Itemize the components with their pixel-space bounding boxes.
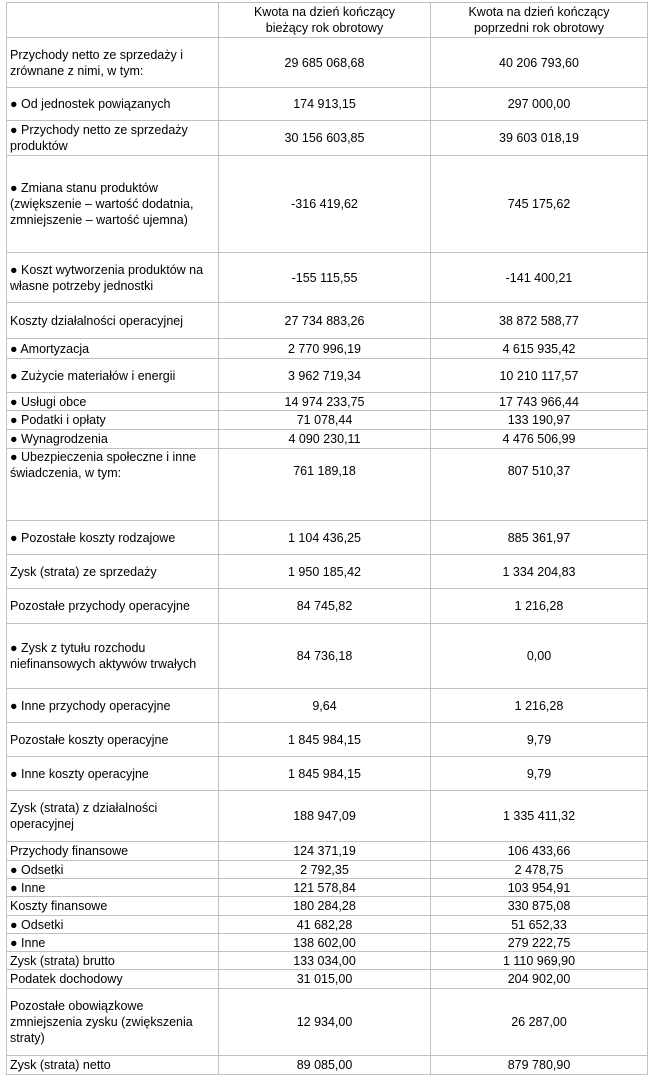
row-previous-value: 26 287,00 [431,989,648,1056]
row-label: ● Koszt wytworzenia produktów na własne potrzeby jednostki [7,253,219,303]
row-previous-value: 9,79 [431,723,648,757]
row-current-value: 180 284,28 [219,897,431,916]
row-current-value: 133 034,00 [219,952,431,970]
row-current-value: 2 792,35 [219,861,431,879]
row-previous-value: 279 222,75 [431,934,648,952]
row-current-value: 30 156 603,85 [219,121,431,156]
row-current-value: 84 736,18 [219,624,431,689]
row-current-value: 138 602,00 [219,934,431,952]
table-row [7,589,648,624]
row-previous-value: 103 954,91 [431,879,648,897]
row-label: ● Zużycie materiałów i energii [7,359,219,393]
row-previous-value: 885 361,97 [431,521,648,555]
header-previous-line1: Kwota na dzień kończący [468,5,610,19]
row-label: ● Inne przychody operacyjne [7,689,219,723]
header-current-line1: Kwota na dzień kończący [253,5,396,19]
row-previous-value: 745 175,62 [431,156,648,253]
table-row [7,861,648,879]
row-current-value: -155 115,55 [219,253,431,303]
table-row [7,952,648,970]
row-current-value: 1 950 185,42 [219,555,431,589]
row-previous-value: 1 335 411,32 [431,791,648,842]
row-previous-value: 10 210 117,57 [431,359,648,393]
table-row [7,339,648,359]
table-row [7,555,648,589]
row-label: ● Usługi obce [7,393,219,411]
row-previous-value: -141 400,21 [431,253,648,303]
row-current-value: 71 078,44 [219,411,431,430]
row-current-value: 9,64 [219,689,431,723]
row-previous-value: 330 875,08 [431,897,648,916]
table-row [7,934,648,952]
table-row [7,989,648,1056]
row-current-value: 1 845 984,15 [219,757,431,791]
row-label: ● Podatki i opłaty [7,411,219,430]
row-previous-value: 879 780,90 [431,1056,648,1075]
table-row [7,121,648,156]
row-label: Zysk (strata) netto [7,1056,219,1075]
header-previous-year [431,3,648,38]
row-current-value: 2 770 996,19 [219,339,431,359]
row-previous-value: 40 206 793,60 [431,38,648,88]
table-row [7,879,648,897]
table-row [7,253,648,303]
table-row [7,624,648,689]
financial-statement-table [6,2,648,1075]
row-previous-value: 39 603 018,19 [431,121,648,156]
row-previous-value: 9,79 [431,757,648,791]
row-previous-value: 1 216,28 [431,589,648,624]
row-previous-value: 807 510,37 [431,449,648,521]
table-row [7,393,648,411]
table-row [7,1056,648,1075]
row-previous-value: 1 110 969,90 [431,952,648,970]
table-row [7,303,648,339]
row-previous-value: 38 872 588,77 [431,303,648,339]
table-row [7,897,648,916]
row-previous-value: 1 216,28 [431,689,648,723]
row-current-value: 174 913,15 [219,88,431,121]
row-label: ● Od jednostek powiązanych [7,88,219,121]
row-previous-value: 297 000,00 [431,88,648,121]
header-previous-line2: poprzedni rok obrotowy [474,21,604,35]
table-row [7,156,648,253]
row-label: Pozostałe koszty operacyjne [7,723,219,757]
row-current-value: 761 189,18 [219,449,431,521]
table-row [7,359,648,393]
row-current-value: 1 845 984,15 [219,723,431,757]
row-current-value: 3 962 719,34 [219,359,431,393]
row-label: Przychody netto ze sprzedaży i zrównane z nimi, w tym: [7,38,219,88]
table-row [7,88,648,121]
row-current-value: 121 578,84 [219,879,431,897]
row-previous-value: 17 743 966,44 [431,393,648,411]
row-current-value: 29 685 068,68 [219,38,431,88]
row-label: Podatek dochodowy [7,970,219,989]
header-current-year [219,3,431,38]
row-label: ● Ubezpieczenia społeczne i inne świadczenia, w tym: [7,449,219,521]
row-label: Pozostałe obowiązkowe zmniejszenia zysku (zwiększenia straty) [7,989,219,1056]
table-row [7,430,648,449]
row-label: ● Odsetki [7,916,219,934]
row-label: ● Inne [7,879,219,897]
row-previous-value: 4 615 935,42 [431,339,648,359]
row-current-value: 27 734 883,26 [219,303,431,339]
row-label: Koszty działalności operacyjnej [7,303,219,339]
table-row [7,970,648,989]
row-label: Koszty finansowe [7,897,219,916]
row-label: Zysk (strata) ze sprzedaży [7,555,219,589]
row-current-value: 41 682,28 [219,916,431,934]
row-label: ● Pozostałe koszty rodzajowe [7,521,219,555]
row-current-value: 84 745,82 [219,589,431,624]
table-row [7,791,648,842]
table-row [7,757,648,791]
table-header-row [7,3,648,38]
row-label: ● Inne koszty operacyjne [7,757,219,791]
row-previous-value: 2 478,75 [431,861,648,879]
row-previous-value: 0,00 [431,624,648,689]
row-label: Zysk (strata) z działalności operacyjnej [7,791,219,842]
row-label: ● Odsetki [7,861,219,879]
table-row [7,411,648,430]
row-current-value: 188 947,09 [219,791,431,842]
header-current-line2: bieżący rok obrotowy [265,21,384,35]
row-current-value: 12 934,00 [219,989,431,1056]
row-current-value: 89 085,00 [219,1056,431,1075]
header-empty-cell [7,3,219,38]
row-previous-value: 4 476 506,99 [431,430,648,449]
table-row [7,449,648,521]
row-previous-value: 51 652,33 [431,916,648,934]
row-label: ● Inne [7,934,219,952]
row-current-value: -316 419,62 [219,156,431,253]
row-current-value: 124 371,19 [219,842,431,861]
row-label: Zysk (strata) brutto [7,952,219,970]
table-row [7,842,648,861]
table-row [7,689,648,723]
row-label: ● Zmiana stanu produktów (zwiększenie – wartość dodatnia, zmniejszenie – wartość ujemna) [7,156,219,253]
row-label: ● Wynagrodzenia [7,430,219,449]
table-row [7,723,648,757]
row-label: ● Amortyzacja [7,339,219,359]
row-label: Przychody finansowe [7,842,219,861]
row-current-value: 1 104 436,25 [219,521,431,555]
row-label: ● Przychody netto ze sprzedaży produktów [7,121,219,156]
row-previous-value: 106 433,66 [431,842,648,861]
table-row [7,38,648,88]
row-previous-value: 133 190,97 [431,411,648,430]
row-current-value: 4 090 230,11 [219,430,431,449]
table-row [7,916,648,934]
row-current-value: 14 974 233,75 [219,393,431,411]
table-row [7,521,648,555]
row-label: Pozostałe przychody operacyjne [7,589,219,624]
row-previous-value: 1 334 204,83 [431,555,648,589]
row-label: ● Zysk z tytułu rozchodu niefinansowych aktywów trwałych [7,624,219,689]
row-current-value: 31 015,00 [219,970,431,989]
row-previous-value: 204 902,00 [431,970,648,989]
